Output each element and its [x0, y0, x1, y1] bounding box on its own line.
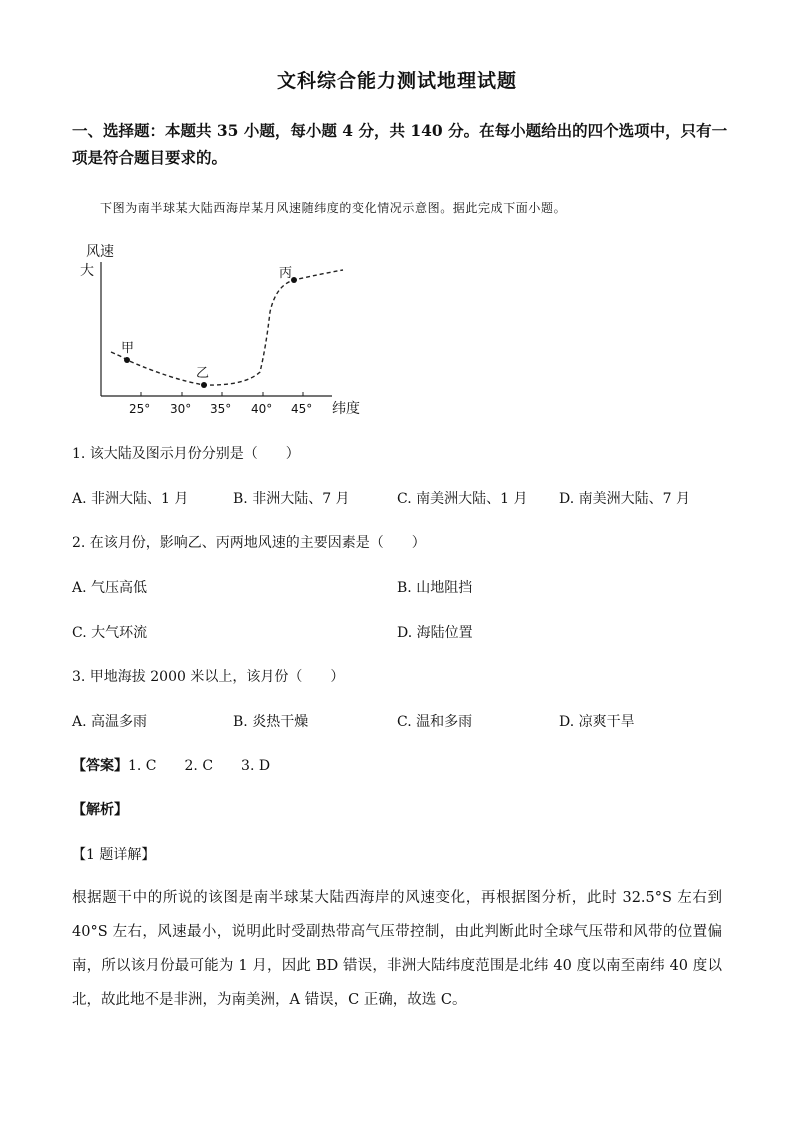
question-1-option-b[interactable]: B. 非洲大陆、7 月: [233, 491, 350, 507]
x-tick-45: 45°: [291, 402, 313, 416]
x-tick-40: 40°: [251, 402, 273, 416]
detail-text: 根据题干中的所说的该图是南半球某大陆西海岸的风速变化，再根据图分析，此时 32.5°S 左右到 40°S 左右，风速最小，说明此时受副热带高气压带控制，由此判断此时全球气压带和风带的位置偏南，所以该月份最可能为 1 月，因此 BD 错误，非洲大陆纬度范围是北纬 40 度以南至南纬 40 度以北，故此地不是非洲，为南美洲，A 错误，C 正确，故选 C。: [72, 890, 722, 1008]
question-3-option-a[interactable]: A. 高温多雨: [72, 714, 148, 730]
wind-speed-figure: [70, 232, 370, 422]
point-label-yi: 乙: [196, 366, 210, 381]
wind-speed-curve: [111, 270, 343, 385]
question-3-stem: 3. 甲地海拔 2000 米以上，该月份（ ）: [72, 669, 345, 685]
answer-label: 【答案】: [72, 758, 128, 774]
section-instruction: 一、选择题：本题共 35 小题，每小题 4 分，共 140 分。在每小题给出的四个选项中，只有一项是符合题目要求的。: [72, 121, 728, 167]
question-1-option-c[interactable]: C. 南美洲大陆、1 月: [397, 491, 528, 507]
x-tick-30: 30°: [170, 402, 192, 416]
page-title: 文科综合能力测试地理试题: [276, 70, 517, 92]
question-2-option-d[interactable]: D. 海陆位置: [397, 625, 473, 641]
x-tick-35: 35°: [210, 402, 232, 416]
point-jia: [124, 357, 130, 363]
question-3-option-d[interactable]: D. 凉爽干旱: [559, 714, 635, 730]
point-label-jia: 甲: [121, 341, 135, 356]
question-2-option-c[interactable]: C. 大气环流: [72, 625, 148, 641]
question-1-option-a[interactable]: A. 非洲大陆、1 月: [72, 491, 189, 507]
detail-label: 【1 题详解】: [72, 847, 156, 863]
question-1-option-d[interactable]: D. 南美洲大陆、7 月: [559, 491, 690, 507]
question-3-option-b[interactable]: B. 炎热干燥: [233, 714, 309, 730]
answer-line: [72, 755, 270, 775]
question-2-stem: 2. 在该月份，影响乙、丙两地风速的主要因素是（ ）: [72, 535, 426, 551]
question-1-stem: 1. 该大陆及图示月份分别是（ ）: [72, 446, 300, 462]
answer-text: 1. C 2. C 3. D: [128, 758, 271, 774]
point-yi: [201, 382, 207, 388]
question-2-option-a[interactable]: A. 气压高低: [72, 580, 148, 596]
point-label-bing: 丙: [279, 266, 293, 281]
analysis-label: 【解析】: [72, 802, 128, 818]
y-axis-label-line2: 大: [80, 263, 94, 279]
y-axis-label-line1: 风速: [86, 244, 114, 260]
question-3-option-c[interactable]: C. 温和多雨: [397, 714, 473, 730]
x-tick-25: 25°: [129, 402, 151, 416]
question-2-option-b[interactable]: B. 山地阻挡: [397, 580, 473, 596]
question-intro: 下图为南半球某大陆西海岸某月风速随纬度的变化情况示意图。据此完成下面小题。: [100, 201, 567, 215]
x-axis-label: 纬度: [332, 401, 360, 417]
